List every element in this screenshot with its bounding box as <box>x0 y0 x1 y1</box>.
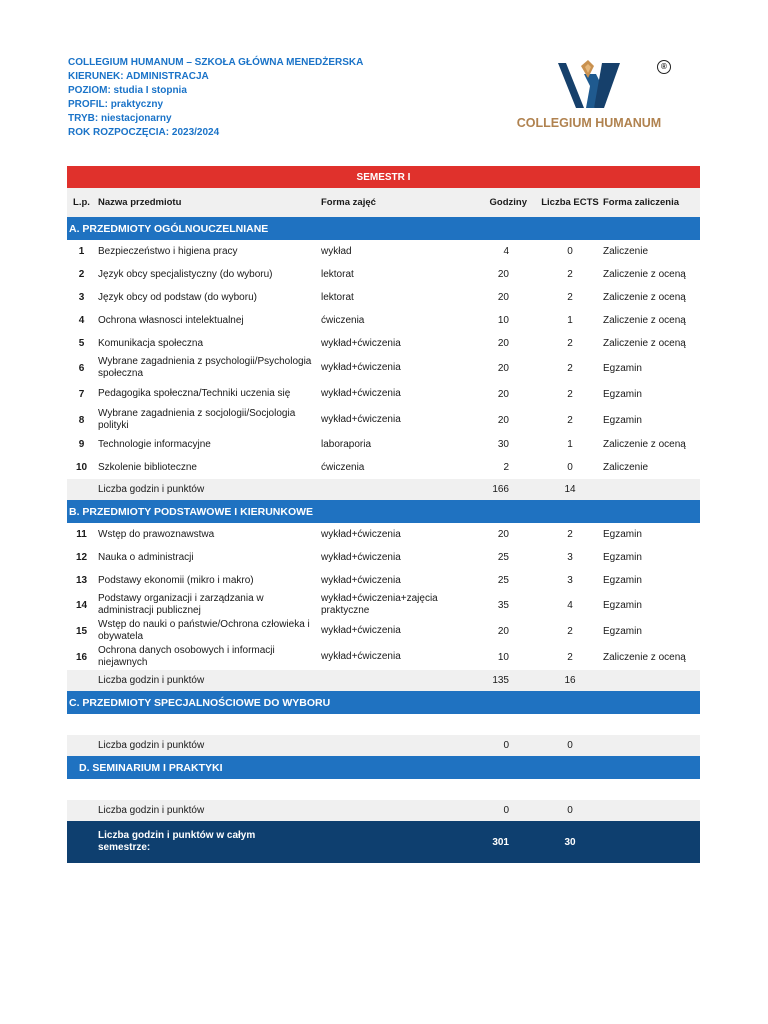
subject-name: Podstawy organizacji i zarządzania w administracji publicznej <box>98 593 264 616</box>
collegium-humanum-logo <box>508 58 688 138</box>
ects-value: 2 <box>567 338 573 349</box>
hours-value: 10 <box>497 315 509 326</box>
ects-value: 2 <box>567 292 573 303</box>
section-header-row <box>67 691 700 714</box>
total-spacer-assessment <box>601 821 700 863</box>
section-header-row <box>67 217 700 240</box>
table-row <box>67 644 700 670</box>
section-title: D. SEMINARIUM I PRAKTYKI <box>67 756 700 779</box>
hours-value: 20 <box>497 292 509 303</box>
section-header-row <box>67 500 700 523</box>
empty-cell <box>67 779 700 800</box>
empty-row <box>67 779 700 800</box>
sum-spacer <box>67 735 96 756</box>
class-form: lektorat <box>321 268 354 280</box>
sum-ects: 14 <box>539 479 601 500</box>
semester-header-row <box>67 166 700 188</box>
ects-value: 2 <box>567 269 573 280</box>
sum-label: Liczba godzin i punktów <box>96 479 321 500</box>
table-row <box>67 381 700 407</box>
table-row <box>67 456 700 479</box>
table-row <box>67 407 700 433</box>
hours-value: 2 <box>503 462 509 473</box>
class-form: wykład <box>321 245 352 257</box>
program-info <box>68 56 488 139</box>
table-row <box>67 546 700 569</box>
subject-name: Wybrane zagadnienia z socjologii/Socjologia polityki <box>98 408 296 431</box>
col-header-ects: Liczba ECTS <box>539 188 601 217</box>
class-form: wykład+ćwiczenia <box>321 625 401 636</box>
subject-name: Technologie informacyjne <box>98 438 211 450</box>
table-row <box>67 523 700 546</box>
total-ects: 30 <box>539 821 601 863</box>
study-mode: TRYB: niestacjonarny <box>68 112 172 124</box>
sum-spacer-form <box>321 670 469 691</box>
class-form: wykład+ćwiczenia <box>321 551 401 563</box>
col-header-subject: Nazwa przedmiotu <box>96 188 321 217</box>
hours-value: 10 <box>497 651 509 663</box>
sum-spacer <box>67 479 96 500</box>
section-sum-row <box>67 800 700 821</box>
class-form: ćwiczenia <box>321 314 365 326</box>
class-form: wykład+ćwiczenia <box>321 362 401 373</box>
row-number: 8 <box>78 414 85 426</box>
row-number: 12 <box>75 552 88 563</box>
assessment-form: Egzamin <box>603 529 642 540</box>
assessment-form: Egzamin <box>603 599 642 611</box>
assessment-form: Egzamin <box>603 552 642 563</box>
sum-spacer <box>67 670 96 691</box>
hours-value: 20 <box>497 362 509 374</box>
table-row <box>67 240 700 263</box>
table-row <box>67 332 700 355</box>
ects-value: 2 <box>567 388 573 400</box>
table-row <box>67 355 700 381</box>
ects-value: 3 <box>567 575 573 586</box>
subject-name: Nauka o administracji <box>98 551 194 563</box>
hours-value: 4 <box>503 246 509 257</box>
institution-name: COLLEGIUM HUMANUM – SZKOŁA GŁÓWNA MENEDŻERSKA <box>68 57 364 68</box>
col-header-hours: Godziny <box>469 188 539 217</box>
row-number: 13 <box>75 575 88 586</box>
subject-name: Język obcy specjalistyczny (do wyboru) <box>98 268 273 280</box>
sum-hours: 0 <box>469 735 539 756</box>
assessment-form: Zaliczenie <box>603 246 649 257</box>
total-label: Liczba godzin i punktów w całym semestrze: <box>96 821 321 863</box>
sum-ects: 0 <box>539 800 601 821</box>
sum-label: Liczba godzin i punktów <box>96 670 321 691</box>
class-form: ćwiczenia <box>321 461 365 473</box>
section-sum-row <box>67 670 700 691</box>
class-form: lektorat <box>321 291 354 303</box>
assessment-form: Egzamin <box>603 414 642 426</box>
hours-value: 20 <box>497 338 509 349</box>
empty-row <box>67 714 700 735</box>
subject-name: Podstawy ekonomii (mikro i makro) <box>98 574 254 586</box>
hours-value: 20 <box>497 529 509 540</box>
assessment-form: Zaliczenie z oceną <box>603 651 686 663</box>
ects-value: 2 <box>567 362 573 374</box>
ects-value: 4 <box>567 599 573 611</box>
ects-value: 0 <box>567 246 573 257</box>
sum-spacer-form <box>321 800 469 821</box>
ects-value: 1 <box>567 439 573 450</box>
study-level: POZIOM: studia I stopnia <box>68 84 187 96</box>
ects-value: 0 <box>567 462 573 473</box>
subject-name: Pedagogika społeczna/Techniki uczenia się <box>98 388 291 399</box>
hours-value: 25 <box>497 552 509 563</box>
field-of-study: KIERUNEK: ADMINISTRACJA <box>68 70 209 82</box>
assessment-form: Egzamin <box>603 388 642 400</box>
assessment-form: Zaliczenie z oceną <box>603 439 686 450</box>
row-number: 9 <box>78 439 85 450</box>
subject-name: Język obcy od podstaw (do wyboru) <box>98 291 257 303</box>
row-number: 2 <box>78 269 85 280</box>
subject-name: Wstęp do nauki o państwie/Ochrona człowieka i obywatela <box>98 619 310 642</box>
sum-spacer-assessment <box>601 800 700 821</box>
assessment-form: Egzamin <box>603 625 642 637</box>
total-hours: 301 <box>469 821 539 863</box>
section-title: C. PRZEDMIOTY SPECJALNOŚCIOWE DO WYBORU <box>67 691 700 714</box>
start-year: ROK ROZPOCZĘCIA: 2023/2024 <box>68 126 220 138</box>
table-row <box>67 618 700 644</box>
sum-hours: 135 <box>469 670 539 691</box>
table-row <box>67 592 700 618</box>
sum-ects: 0 <box>539 735 601 756</box>
row-number: 3 <box>78 292 85 303</box>
total-spacer-form <box>321 821 469 863</box>
row-number: 7 <box>78 388 85 400</box>
assessment-form: Zaliczenie z oceną <box>603 292 686 303</box>
hours-value: 20 <box>497 269 509 280</box>
table-row <box>67 433 700 456</box>
class-form: wykład+ćwiczenia <box>321 528 401 540</box>
row-number: 15 <box>75 625 88 637</box>
row-number: 16 <box>75 651 88 663</box>
hours-value: 25 <box>497 575 509 586</box>
section-title: B. PRZEDMIOTY PODSTAWOWE I KIERUNKOWE <box>67 500 700 523</box>
class-form: wykład+ćwiczenia <box>321 337 401 349</box>
subject-name: Ochrona danych osobowych i informacji niejawnych <box>98 645 275 668</box>
row-number: 14 <box>75 599 88 611</box>
row-number: 6 <box>78 362 85 374</box>
class-form: wykład+ćwiczenia <box>321 414 401 425</box>
subject-name: Ochrona własnosci intelektualnej <box>98 314 244 326</box>
assessment-form: Zaliczenie z oceną <box>603 338 686 349</box>
hours-value: 35 <box>497 599 509 611</box>
class-form: laborароria <box>321 438 372 450</box>
row-number: 10 <box>75 462 88 473</box>
col-header-assessment: Forma zaliczenia <box>601 188 700 217</box>
ects-value: 2 <box>567 414 573 426</box>
sum-ects: 16 <box>539 670 601 691</box>
ects-value: 2 <box>567 529 573 540</box>
sum-label: Liczba godzin i punktów <box>96 800 321 821</box>
hours-value: 20 <box>497 414 509 426</box>
class-form: wykład+ćwiczenia <box>321 388 401 399</box>
col-header-form: Forma zajęć <box>321 188 469 217</box>
ects-value: 1 <box>567 315 573 326</box>
class-form: wykład+ćwiczenia <box>321 651 401 662</box>
sum-spacer-form <box>321 735 469 756</box>
assessment-form: Egzamin <box>603 575 642 586</box>
semester-title: SEMESTR I <box>67 166 700 188</box>
assessment-form: Zaliczenie z oceną <box>603 269 686 280</box>
row-number: 4 <box>78 315 85 326</box>
ects-value: 3 <box>567 552 573 563</box>
column-header-row <box>67 188 700 217</box>
sum-spacer-assessment <box>601 735 700 756</box>
row-number: 11 <box>76 529 87 540</box>
subject-name: Komunikacja społeczna <box>98 337 204 349</box>
table-row <box>67 569 700 592</box>
table-row <box>67 286 700 309</box>
registered-mark: ® <box>657 60 671 74</box>
study-profile: PROFIL: praktyczny <box>68 98 164 110</box>
row-number: 1 <box>78 246 85 257</box>
semester-total-row <box>67 821 700 863</box>
class-form: wykład+ćwiczenia <box>321 574 401 586</box>
subject-name: Wybrane zagadnienia z psychologii/Psychologia społeczna <box>98 356 312 379</box>
table-row <box>67 309 700 332</box>
class-form: wykład+ćwiczenia+zajęcia praktyczne <box>321 593 438 616</box>
assessment-form: Zaliczenie <box>603 462 649 473</box>
logo-emblem-icon <box>508 58 670 116</box>
section-sum-row <box>67 479 700 500</box>
table-row <box>67 263 700 286</box>
assessment-form: Zaliczenie z oceną <box>603 315 686 326</box>
subject-name: Wstęp do prawoznawstwa <box>98 528 215 540</box>
sum-label: Liczba godzin i punktów <box>96 735 321 756</box>
hours-value: 20 <box>497 388 509 400</box>
subject-name: Bezpieczeństwo i higiena pracy <box>98 245 238 257</box>
row-number: 5 <box>78 338 85 349</box>
empty-cell <box>67 714 700 735</box>
section-title: A. PRZEDMIOTY OGÓLNOUCZELNIANE <box>67 217 700 240</box>
sum-hours: 166 <box>469 479 539 500</box>
sum-hours: 0 <box>469 800 539 821</box>
ects-value: 2 <box>567 651 573 663</box>
section-sum-row <box>67 735 700 756</box>
ects-value: 2 <box>567 625 573 637</box>
subject-name: Szkolenie biblioteczne <box>98 461 197 473</box>
curriculum-table-body <box>67 166 700 863</box>
sum-spacer-assessment <box>601 670 700 691</box>
hours-value: 30 <box>497 439 509 450</box>
section-header-row <box>67 756 700 779</box>
assessment-form: Egzamin <box>603 362 642 374</box>
sum-spacer-assessment <box>601 479 700 500</box>
logo-wordmark: COLLEGIUM HUMANUM <box>516 116 662 130</box>
hours-value: 20 <box>497 625 509 637</box>
total-spacer <box>67 821 96 863</box>
sum-spacer-form <box>321 479 469 500</box>
curriculum-table <box>67 166 700 863</box>
sum-spacer <box>67 800 96 821</box>
col-header-lp: L.p. <box>67 188 96 217</box>
